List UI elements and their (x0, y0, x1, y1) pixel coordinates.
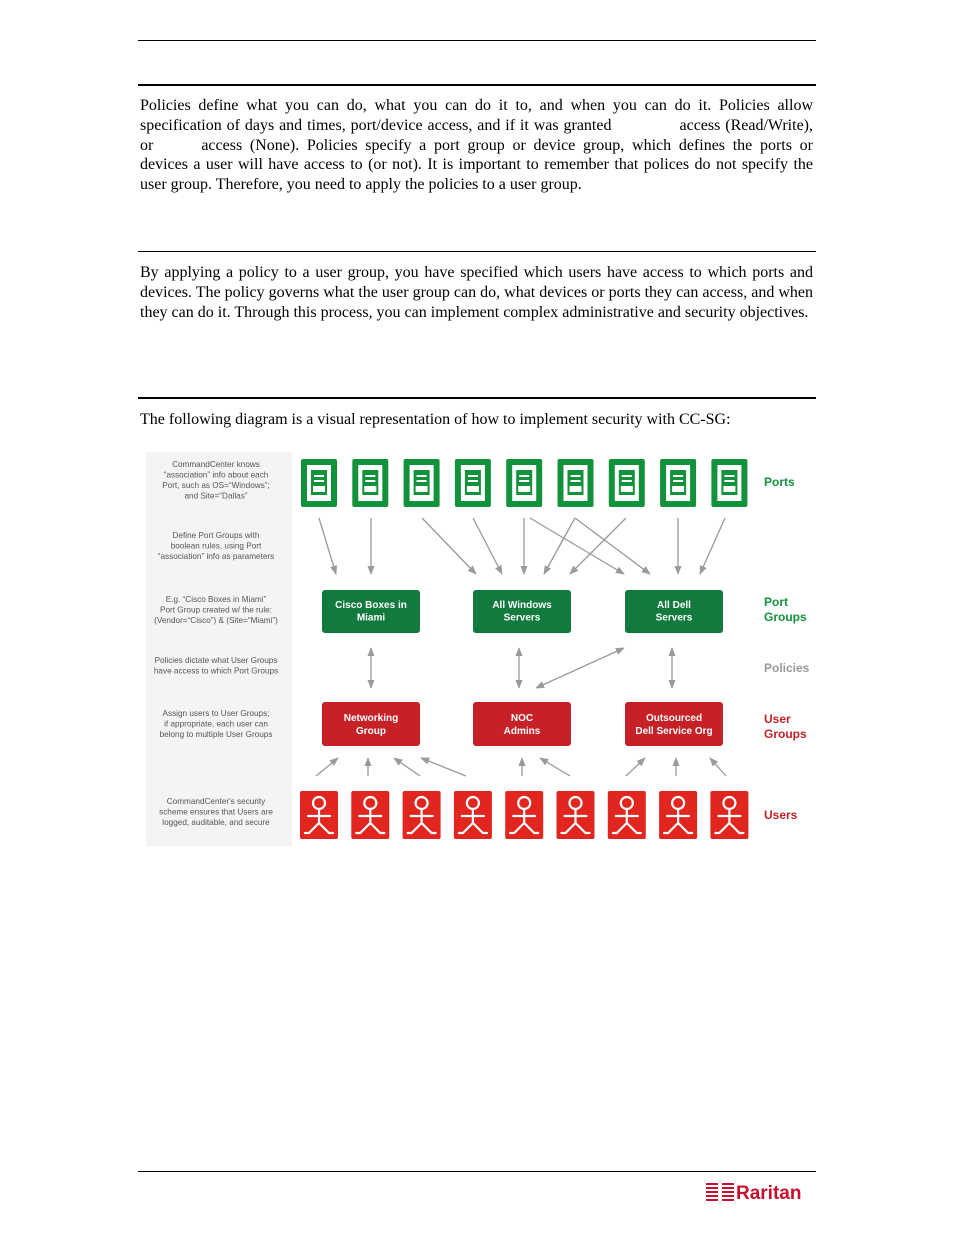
user-icon (608, 791, 646, 839)
row-labels (764, 475, 810, 822)
flow-arrow (319, 518, 336, 574)
flow-arrow (421, 758, 466, 776)
port-icon-line (468, 480, 478, 482)
note-6-line: logged, auditable, and secure (162, 818, 270, 827)
port-icon-slot (621, 486, 633, 492)
note-6 (159, 797, 273, 827)
raritan-logo (704, 1179, 814, 1205)
row-label-user-groups-line: Groups (764, 727, 807, 741)
port-group-box-label-line: Servers (503, 612, 541, 624)
header-rule (138, 40, 816, 41)
port-icon-slot (672, 486, 684, 492)
port-icon-slot (364, 486, 376, 492)
note-4-line: have access to which Port Groups (153, 666, 279, 676)
port-icon-line (622, 480, 632, 482)
port-icon (506, 459, 542, 507)
note-6-line: CommandCenter's security (166, 797, 266, 806)
user-icon (300, 791, 338, 839)
flow-arrow (394, 758, 420, 776)
user-group-box-label-line: Networking (343, 713, 399, 724)
flow-arrow (540, 758, 570, 776)
note-1-line: CommandCenter knows (172, 460, 260, 469)
row-label-port-groups (764, 595, 807, 624)
port-icon-slot (416, 486, 428, 492)
row-label-users (764, 808, 798, 822)
flow-arrow (575, 518, 650, 574)
port-icon-slot (518, 486, 530, 492)
note-5-line: if appropriate, each user can (164, 719, 268, 729)
policies-paragraph-part2: access (Read/Write), or (140, 116, 813, 154)
row-label-users-line: Users (764, 808, 798, 822)
raritan-logo-text: Raritan (736, 1183, 802, 1204)
port-icon-slot (570, 486, 582, 492)
port-icon-slot (723, 486, 735, 492)
port-icon-line (417, 480, 427, 482)
note-1-line: and Site=“Dallas” (184, 491, 248, 501)
note-2-line: boolean rules, using Port (170, 541, 262, 551)
policies-paragraph (140, 96, 813, 195)
port-group-box (473, 590, 571, 633)
row-label-user-groups-line: User (764, 712, 791, 726)
user-group-box (625, 702, 723, 746)
port-icon (711, 459, 747, 507)
note-4-line: Policies dictate what User Groups (154, 656, 278, 665)
raritan-logo-mark-icon (706, 1184, 734, 1200)
port-icon-line (724, 475, 734, 477)
flow-arrow (700, 518, 725, 574)
user-icon (403, 791, 441, 839)
user-group-box-bg (322, 702, 420, 746)
user-group-box-label-line: NOC (510, 713, 534, 724)
port-icon-slot (467, 486, 479, 492)
row-label-port-groups-line: Port (764, 595, 788, 609)
port-icon (352, 459, 388, 507)
policies-paragraph-part3: access (None). Policies specify a port group or device group, which defines the ports or devices a user will have access to (or not). It is important to remember that polices do not specify the user group. Therefore, you need to apply the policies to a user group. (140, 136, 813, 194)
note-5-line: belong to multiple User Groups (159, 730, 273, 739)
user-groups-row (322, 702, 723, 746)
ports-row (301, 459, 747, 507)
port-icon-line (519, 480, 529, 482)
row-label-user-groups (764, 712, 807, 741)
note-3-line: E.g. “Cisco Boxes in Miami” (165, 595, 267, 604)
port-icon-line (365, 480, 375, 482)
port-icon-line (468, 475, 478, 477)
port-group-box (322, 590, 420, 633)
port-groups-row (322, 590, 723, 633)
flow-arrow (710, 758, 726, 776)
port-group-box-bg (473, 590, 571, 633)
policies-paragraph-part1: Policies define what you can do, what you can do it to, and when you can do it. Policies allow specification of days and times, port/device access, and if it was granted (140, 97, 813, 134)
section-rule-2 (138, 251, 816, 252)
row-label-policies-line: Policies (764, 661, 810, 675)
port-icon-line (673, 480, 683, 482)
user-icon (659, 791, 697, 839)
port-icon-line (622, 475, 632, 477)
port-icon (558, 459, 594, 507)
row-label-policies (764, 661, 810, 675)
port-group-box (625, 590, 723, 633)
flow-arrow (316, 758, 338, 776)
note-1-line: Port, such as OS=“Windows”; (162, 481, 270, 490)
port-icon (660, 459, 696, 507)
port-group-box-bg (625, 590, 723, 633)
user-group-box (473, 702, 571, 746)
port-group-box-label-line: Servers (655, 612, 693, 624)
port-icon-line (314, 475, 324, 477)
note-3-line: (Vendor=“Cisco”) & (Site=“Miami”) (154, 616, 278, 625)
port-icon (404, 459, 440, 507)
port-icon-line (314, 480, 324, 482)
note-5 (160, 709, 273, 739)
user-icon (710, 791, 748, 839)
flow-arrow (570, 518, 626, 574)
port-icon (609, 459, 645, 507)
user-group-box-label-line: Admins (503, 726, 541, 737)
user-icon (505, 791, 543, 839)
user-group-box-label-line: Group (356, 726, 386, 737)
port-icon-line (417, 475, 427, 477)
user-group-box-bg (473, 702, 571, 746)
user-group-box-bg (625, 702, 723, 746)
flow-arrow (536, 648, 624, 688)
port-group-box-label-line: All Windows (492, 600, 552, 611)
port-group-box-label (656, 600, 693, 624)
port-icon-line (365, 475, 375, 477)
footer-rule (138, 1171, 816, 1172)
security-diagram (138, 446, 818, 846)
user-group-box (322, 702, 420, 746)
port-icon-line (571, 480, 581, 482)
note-3 (154, 595, 278, 625)
flow-arrow (544, 518, 575, 574)
port-icon-line (571, 475, 581, 477)
flow-arrow (530, 518, 624, 574)
row-label-ports (764, 475, 795, 489)
note-3-line: Port Group created w/ the rule: (160, 605, 272, 615)
port-group-box-label-line: Cisco Boxes in (335, 600, 407, 611)
user-icon (557, 791, 595, 839)
user-group-box-label-line: Outsourced (645, 713, 703, 724)
note-1-line: “association” info about each (163, 470, 269, 480)
note-6-line: scheme ensures that Users are (159, 807, 273, 817)
flow-arrow (626, 758, 645, 776)
row-label-port-groups-line: Groups (764, 610, 807, 624)
port-icon-slot (313, 486, 325, 492)
diagram-intro-paragraph: The following diagram is a visual representation of how to implement security with CC-SG: (140, 411, 731, 428)
flow-arrow (473, 518, 502, 574)
port-icon (455, 459, 491, 507)
row-label-ports-line: Ports (764, 475, 795, 489)
note-5-line: Assign users to User Groups; (162, 709, 270, 718)
user-group-box-label-line: Dell Service Org (635, 726, 713, 737)
user-icon (351, 791, 389, 839)
note-2 (158, 531, 275, 561)
user-icon (454, 791, 492, 839)
user-group-paragraph: By applying a policy to a user group, you have specified which users have access to which ports and devices. The policy governs what the user group can do, what devices or ports they can access, and when they can do it. Through this process, you can implement complex administrative and security objectives. (140, 264, 813, 321)
port-icon-line (724, 480, 734, 482)
note-4 (154, 656, 278, 676)
port-icon-line (673, 475, 683, 477)
note-2-line: “association” info as parameters (157, 552, 275, 561)
port-group-box-label-line: Miami (356, 612, 386, 624)
section-rule-1 (138, 84, 816, 86)
port-icon-line (519, 475, 529, 477)
notes-panel (146, 452, 292, 846)
section-rule-3 (138, 397, 816, 399)
note-2-line: Define Port Groups with (172, 531, 260, 540)
port-group-box-bg (322, 590, 420, 633)
flow-arrow (422, 518, 476, 574)
port-group-box-label-line: All Dell (657, 600, 691, 611)
users-row (300, 791, 748, 839)
port-icon (301, 459, 337, 507)
